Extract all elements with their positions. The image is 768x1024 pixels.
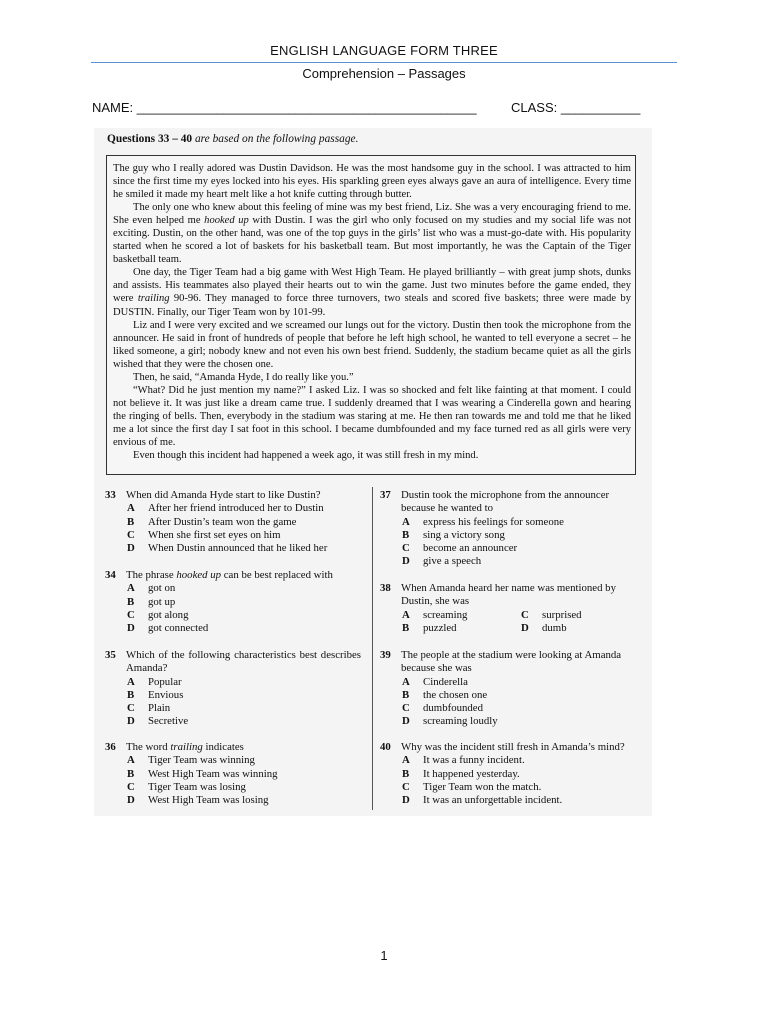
option-letter: A bbox=[127, 754, 135, 767]
question-39 bbox=[380, 649, 642, 729]
option-letter: D bbox=[127, 794, 135, 807]
page-number: 1 bbox=[380, 948, 388, 963]
option-letter: D bbox=[402, 715, 410, 728]
option-d: D West High Team was losing bbox=[127, 794, 269, 807]
option-c: C got along bbox=[127, 608, 189, 621]
option-letter: D bbox=[127, 622, 135, 635]
option-letter: B bbox=[402, 621, 410, 634]
option-letter: B bbox=[402, 688, 410, 701]
question-37 bbox=[380, 489, 640, 569]
option-a: A Tiger Team was winning bbox=[127, 754, 255, 767]
questions-instruction: Questions 33 – 40 are based on the following passage. bbox=[107, 133, 359, 145]
question-number: 33 bbox=[105, 489, 116, 501]
option-letter: A bbox=[127, 675, 135, 688]
header-divider bbox=[91, 62, 677, 63]
option-letter: C bbox=[521, 608, 529, 621]
options-row-1: A screaming C surprised bbox=[402, 608, 582, 621]
question-38 bbox=[380, 582, 642, 635]
option-c: C When she first set eyes on him bbox=[127, 528, 281, 541]
question-stem: 38 When Amanda heard her name was mentioned by Dustin, she was bbox=[380, 582, 616, 608]
question-stem: 35 Which of the following characteristics best describes Amanda? bbox=[105, 649, 361, 675]
passage-paragraph: Then, he said, “Amanda Hyde, I do really like you.” bbox=[133, 371, 354, 383]
option-letter: A bbox=[402, 754, 410, 767]
option-letter: A bbox=[127, 582, 135, 595]
option-d: D screaming loudly bbox=[402, 715, 498, 728]
question-stem: 33 When did Amanda Hyde start to like Dustin? bbox=[105, 489, 321, 501]
reading-passage bbox=[113, 162, 631, 462]
option-d: D When Dustin announced that he liked her bbox=[127, 542, 328, 555]
option-c: C dumbfounded bbox=[402, 702, 483, 715]
option-d: D Secretive bbox=[127, 715, 189, 728]
option-d: D give a speech bbox=[402, 555, 482, 568]
question-number: 40 bbox=[380, 741, 391, 753]
option-letter: B bbox=[402, 528, 410, 541]
option-letter: A bbox=[402, 608, 410, 621]
question-stem: 36 The word trailing indicates bbox=[105, 741, 244, 753]
question-number: 35 bbox=[105, 649, 116, 661]
question-stem: 39 The people at the stadium were looking at Amanda because she was bbox=[380, 649, 622, 675]
passage-paragraph: The only one who knew about this feeling of mine was my best friend, Liz. She was a very encouraging friend to me. She even helped me hooked up with Dustin. I was the girl who only focused on my studies and my social life was not exciting. Dustin, on the other hand, was one of the top guys in the girls’ list who was a must-go-date with. His popularity started when he scored a lot of baskets for his basketball team. But most importantly, he was the Captain of the Tiger basketball team. bbox=[113, 202, 632, 266]
option-letter: D bbox=[402, 555, 410, 568]
question-stem: 34 The phrase hooked up can be best replaced with bbox=[105, 569, 333, 581]
worksheet-subtitle: Comprehension – Passages bbox=[302, 66, 466, 81]
question-number: 39 bbox=[380, 649, 391, 661]
option-letter: C bbox=[402, 780, 410, 793]
option-c: C Plain bbox=[127, 702, 171, 715]
question-40 bbox=[380, 741, 642, 807]
passage-paragraph: “What? Did he just mention my name?” I asked Liz. I was so shocked and felt like fainting at that moment. I could not believe it. It was just like a dream came true. I suddenly dreamed that I was wearing a Cinderella gown and hearing the ringing of bells. Then, everybody in the stadium was staring at me. He then ran towards me and told me that he liked me a lot since the first day I sat foot in this school. I became dumbfounded and my face turned red as all girls were very envious of me. bbox=[113, 384, 631, 448]
option-letter: C bbox=[402, 702, 410, 715]
option-a: A express his feelings for someone bbox=[402, 515, 564, 528]
option-letter: C bbox=[127, 528, 135, 541]
option-b: B West High Team was winning bbox=[127, 767, 278, 780]
option-letter: D bbox=[521, 621, 529, 634]
name-field: NAME: _______________________________________________ bbox=[92, 100, 477, 115]
question-33 bbox=[105, 489, 367, 555]
option-b: B got up bbox=[127, 595, 176, 608]
option-letter: B bbox=[127, 595, 135, 608]
question-stem: 40 Why was the incident still fresh in Amanda’s mind? bbox=[380, 741, 625, 753]
option-d: D It was an unforgettable incident. bbox=[402, 794, 563, 807]
option-c: C Tiger Team was losing bbox=[127, 780, 246, 793]
option-c: C Tiger Team won the match. bbox=[402, 780, 542, 793]
option-b: B the chosen one bbox=[402, 688, 488, 701]
option-a: A It was a funny incident. bbox=[402, 754, 525, 767]
option-letter: C bbox=[127, 702, 135, 715]
option-b: B It happened yesterday. bbox=[402, 767, 520, 780]
option-letter: D bbox=[127, 542, 135, 555]
option-letter: D bbox=[402, 794, 410, 807]
option-letter: C bbox=[127, 780, 135, 793]
option-c: C become an announcer bbox=[402, 542, 518, 555]
question-number: 36 bbox=[105, 741, 116, 753]
question-number: 38 bbox=[380, 582, 391, 594]
question-36 bbox=[105, 741, 367, 807]
option-b: B sing a victory song bbox=[402, 528, 505, 541]
question-34 bbox=[105, 569, 367, 635]
option-letter: A bbox=[402, 515, 410, 528]
question-number: 34 bbox=[105, 569, 116, 581]
question-35 bbox=[105, 649, 361, 729]
option-d: D got connected bbox=[127, 622, 209, 635]
passage-paragraph: Liz and I were very excited and we screamed our lungs out for the victory. Dustin then took the microphone from the announcer. He said in front of hundreds of people that before he left high school, he wanted to tell everyone a secret – he liked someone, a girl; nobody knew and not even his own best friend. Suddenly, the stadium became quiet as all the girls wished that they were the chosen one. bbox=[113, 319, 631, 370]
options-row-2: B puzzled D dumb bbox=[402, 621, 567, 634]
option-a: A Cinderella bbox=[402, 675, 468, 688]
option-letter: B bbox=[127, 515, 135, 528]
worksheet-title: ENGLISH LANGUAGE FORM THREE bbox=[270, 43, 498, 58]
option-b: B Envious bbox=[127, 688, 184, 701]
passage-paragraph: The guy who I really adored was Dustin Davidson. He was the most handsome guy in the school. I was attracted to him since the first time my eyes locked into his eyes. His sparkling green eyes always gave an aura of intelligence. Every time he smiled it made my heart melt like a hot knife cutting through butter. bbox=[113, 163, 631, 201]
passage-paragraph: Even though this incident had happened a week ago, it was still fresh in my mind. bbox=[133, 450, 479, 462]
option-letter: C bbox=[402, 542, 410, 555]
option-b: B After Dustin’s team won the game bbox=[127, 515, 297, 528]
option-a: A After her friend introduced her to Dustin bbox=[127, 502, 324, 515]
question-stem: 37 Dustin took the microphone from the announcer because he wanted to bbox=[380, 489, 610, 515]
column-divider bbox=[372, 487, 373, 810]
option-letter: D bbox=[127, 715, 135, 728]
passage-paragraph: One day, the Tiger Team had a big game with West High Team. He played brilliantly – with great jump shots, dunks and assists. His teammates also played their hearts out to win the game. Just two minutes before the game ended, they were trailing 90-96. They managed to force three turnovers, two steals and scored five baskets; three were made by DUSTIN. Finally, our Tiger Team won by 101-99. bbox=[113, 267, 631, 318]
option-a: A Popular bbox=[127, 675, 182, 688]
option-letter: B bbox=[402, 767, 410, 780]
question-number: 37 bbox=[380, 489, 391, 501]
option-letter: B bbox=[127, 688, 135, 701]
option-letter: A bbox=[402, 675, 410, 688]
option-letter: B bbox=[127, 767, 135, 780]
option-letter: A bbox=[127, 502, 135, 515]
option-letter: C bbox=[127, 608, 135, 621]
option-a: A got on bbox=[127, 582, 176, 595]
class-field: CLASS: ___________ bbox=[511, 100, 641, 115]
